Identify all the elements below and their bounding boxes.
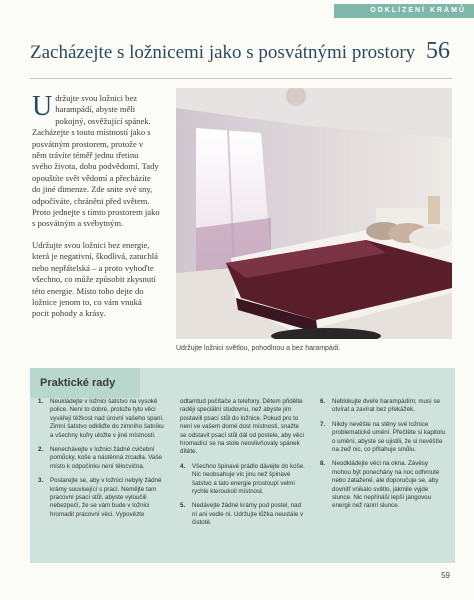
bedroom-illustration [176,88,452,339]
tip-item [320,460,446,510]
dropcap: U [32,91,53,122]
body-text [32,93,160,330]
photo-caption: Udržujte ložnici světlou, pohodlnou a bez harampádí. [176,345,341,352]
tip-continuation: odtamtud počítače a telefony. Dětem přidělte raději speciální studovnu, než abyste jim postavili psací stůl do ložnice. Pokud pro to není ve vašem domě dost místnosti, snažte se odstavit psací stůl dál od postele, aby věci hromadící se na stole neovlivňovaly spánek dítěte. [180,398,304,456]
tip-item [180,463,306,497]
header-band [0,0,474,22]
tip-number-label: 5. [180,502,186,510]
tip-number-label: 2. [38,446,44,454]
page-number: 59 [441,571,450,580]
title-row [30,38,450,68]
tip-item [38,477,164,519]
tips-title: Praktické rady [40,377,116,389]
tip-text: Všechno špinavé prádlo dávejte do koše. Nic neobsahuje víc jinu než špinavé šatstvo a tato energie prostoupí velmi rychle kteroukoli místnost. [192,462,305,496]
tip-text: Neukládejte v ložnici šatstvo na vysoké police. Není to dobré, protože tyto věci vyvářejí těžkost nad úrovní vašeho spaní. Zimní šatstvo odkliďte do zimního šatníku a všechny kufry uložte v jiné místnosti. [50,398,164,439]
tip-item [180,502,306,527]
tip-item [38,446,164,471]
tips-title-box [30,368,140,398]
tips-column-1 [38,398,164,525]
paragraph-1-text: držujte svou ložnici bez harampádí, abyste měli pokojný, osvěžující spánek. Zacházejte s touto místností jako s posvátným prostorem, protože v něm trávíte téměř jednu třetinu svého života, dobu podvědomí. Tady opouštíte svět vědomí a přecházíte do jiné dimenze. Zde snite své sny, odpočíváte, chráněni před světem. Proto jednejte s tímto prostorem jako s posvátným a svébytným. [32,93,160,229]
tip-item [320,421,446,455]
page-title: Zacházejte s ložnicemi jako s posvátnými prostory [30,42,416,63]
tip-number-label: 7. [320,420,326,428]
paragraph-2: Udržujte svou ložnici bez energie, která je negativní, škodlivá, zatuchlá nebo nepřátelská – a proto vyhoďte všechno, co může způsobit zkysnutí této energie. Místo toho dejte do ložnice jenom to, co vám vnuká pocit pohody a krásy. [32,239,158,319]
bedroom-photo [176,88,452,339]
tip-number-label: 3. [38,477,44,485]
tip-text: Neodkládejte věci na okna. Závěsy mohou být ponechány na noc odhrnuté nebo zatažené, ale doporučuje se, aby dovnitř vnikalo světlo, jakmile vyjde slunce. Nic nepřináší lepší jangovou energii než ranní slunce. [332,460,440,510]
tip-item [320,398,446,415]
tip-number-label: 4. [180,462,186,470]
tip-text: Nedávejte žádné krámy pod postel, nad ní ani vedle ní. Udržujte lůžka neustále v čistotě. [192,502,304,527]
tip-text: Nikdy nevěšte na stěny své ložnice problematické umění. Přečtěte si kapitolu o umění, abyste se ujistili, že si nevěšíte na zeď nic, co přitahuje smůlu. [332,420,446,454]
tip-item [38,398,164,440]
title-divider [30,78,452,79]
tip-number-label: 6. [320,398,326,405]
tip-text: Postarejte se, aby v ložnici nebyly žádné krámy související s prací. Nemějte tam pracovní psací stůl, abyste vyloučili nebezpečí, že se vám bude v ložnici hromadit pracovní věci. Vypovězte [50,477,162,518]
tip-number-label: 8. [320,460,326,468]
tips-column-2 [180,398,306,534]
paragraph-1 [32,93,160,230]
tip-text: Nenechávejte v ložnici žádné cvičební pomůcky, koše a nástěnná zrcadla. Vaše místo k odpočinku není tělocvična. [50,446,162,470]
tip-number-label: 1. [38,398,44,405]
tip-text: Neblokujte dveře harampádím; musí se otvírat a zavírat bez překážek. [332,398,440,414]
tips-box [30,368,455,563]
tip-number: 56 [426,38,450,64]
section-tab: ODKLÍZENÍ KRÁMŮ [334,4,474,18]
tips-column-3 [320,398,446,517]
